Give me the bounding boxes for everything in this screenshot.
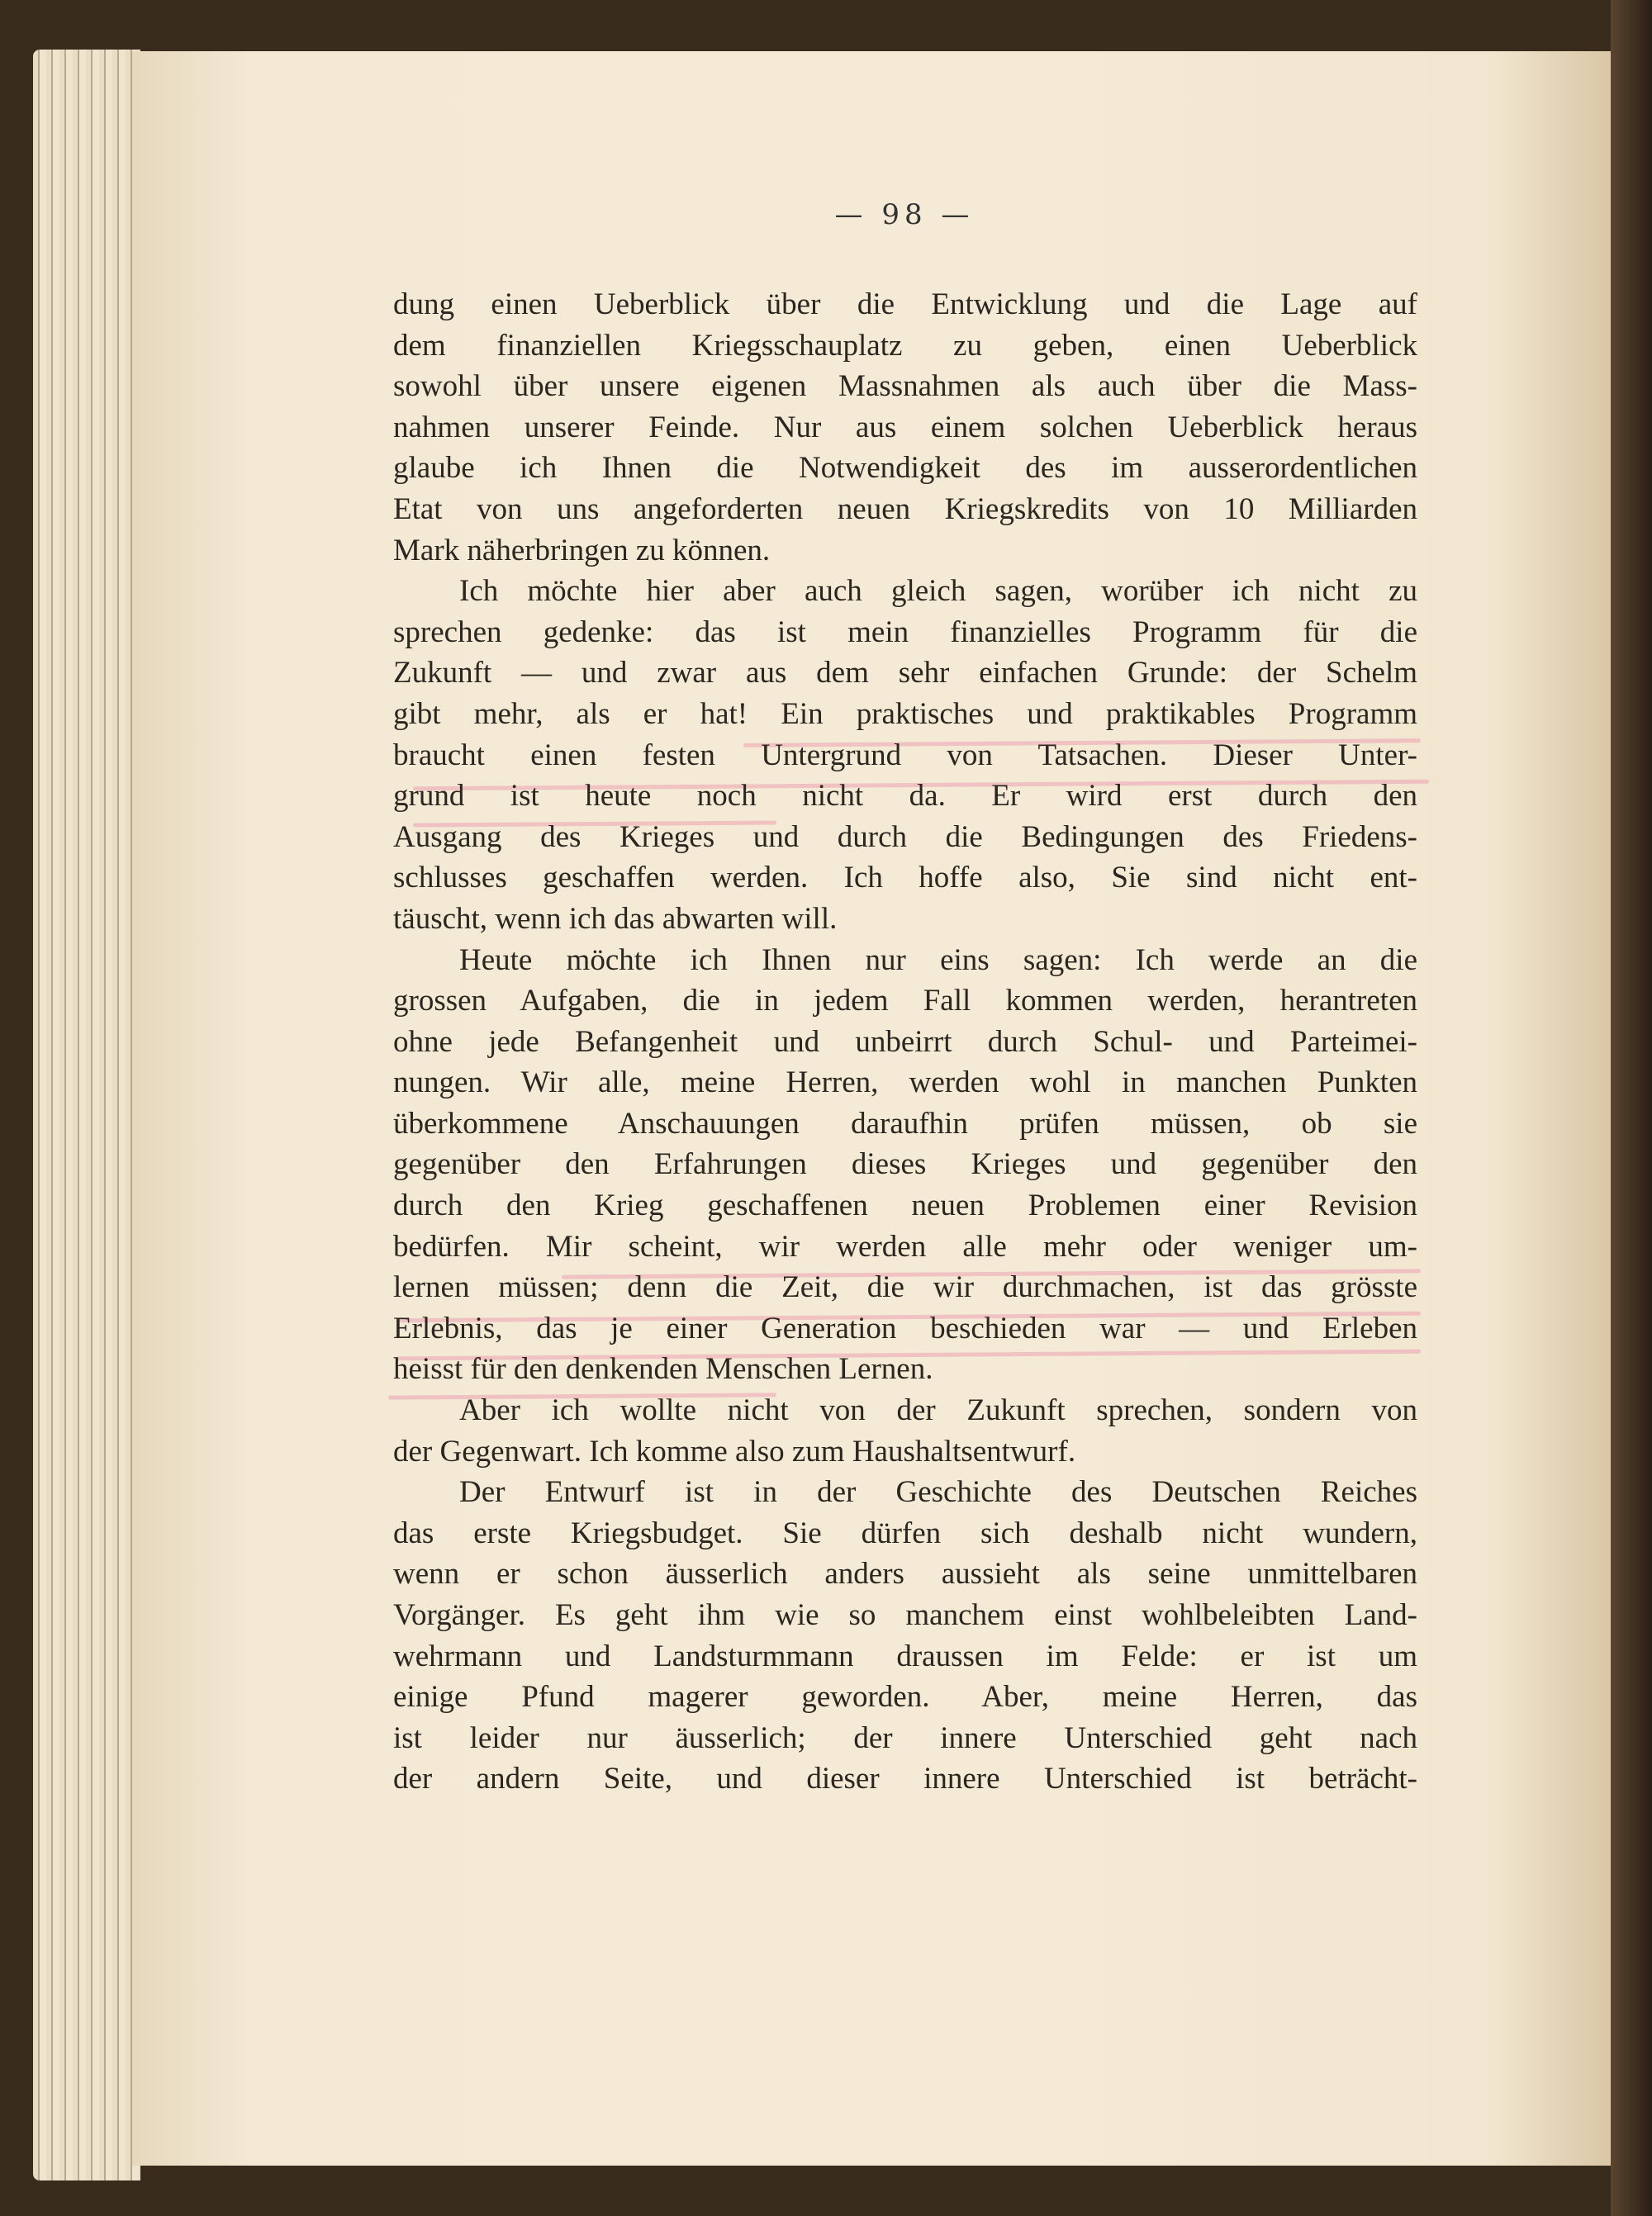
text-line: durch den Krieg geschaffenen neuen Problemen einer Revision	[393, 1189, 1417, 1223]
text-line: grossen Aufgaben, die in jedem Fall kommen werden, herantreten	[393, 984, 1417, 1018]
text-line: wehrmann und Landsturmmann draussen im Felde: er ist um	[393, 1639, 1417, 1673]
text-line: dem finanziellen Kriegsschauplatz zu geben, einen Ueberblick	[393, 328, 1417, 363]
text-line: Mark näherbringen zu können.	[393, 533, 771, 567]
text-line: Vorgänger. Es geht ihm wie so manchem einst wohlbeleibten Land-	[393, 1598, 1417, 1632]
text-line: Etat von uns angeforderten neuen Kriegskredits von 10 Milliarden	[393, 491, 1417, 526]
text-line: Heute möchte ich Ihnen nur eins sagen: Ich werde an die	[459, 942, 1417, 977]
text-line: ohne jede Befangenheit und unbeirrt durch Schul- und Parteimei-	[393, 1024, 1417, 1059]
text-line: Ich möchte hier aber auch gleich sagen, worüber ich nicht zu	[459, 574, 1417, 609]
text-line: heisst für den denkenden Menschen Lernen.	[393, 1352, 933, 1387]
text-line: lernen müssen; denn die Zeit, die wir durchmachen, ist das grösste	[393, 1270, 1417, 1305]
paragraph	[393, 940, 1417, 1391]
text-line: nungen. Wir alle, meine Herren, werden wohl in manchen Punkten	[393, 1065, 1417, 1100]
text-line: gegenüber den Erfahrungen dieses Krieges und gegenüber den	[393, 1147, 1417, 1182]
page-stack-edges	[33, 50, 140, 2180]
text-line: sprechen gedenke: das ist mein finanzielles Programm für die	[393, 615, 1417, 649]
text-line: Erlebnis, das je einer Generation beschieden war — und Erleben	[393, 1311, 1417, 1345]
text-line: Der Entwurf ist in der Geschichte des Deutschen Reiches	[459, 1475, 1417, 1510]
text-line: Aber ich wollte nicht von der Zukunft sprechen, sondern von	[459, 1393, 1417, 1428]
text-line: das erste Kriegsbudget. Sie dürfen sich deshalb nicht wundern,	[393, 1516, 1417, 1550]
text-line: der andern Seite, und dieser innere Unterschied ist beträcht-	[393, 1762, 1417, 1796]
paragraph	[393, 1390, 1417, 1472]
text-line: wenn er schon äusserlich anders aussieht als seine unmittelbaren	[393, 1557, 1417, 1592]
paragraph	[393, 284, 1417, 571]
text-line: täuscht, wenn ich das abwarten will.	[393, 901, 838, 936]
text-line: ist leider nur äusserlich; der innere Unterschied geht nach	[393, 1720, 1417, 1755]
book-spine-edge	[1611, 0, 1652, 2216]
text-line: dung einen Ueberblick über die Entwicklung und die Lage auf	[393, 287, 1417, 321]
text-line: sowohl über unsere eigenen Massnahmen als auch über die Mass-	[393, 369, 1417, 404]
text-line: Zukunft — und zwar aus dem sehr einfachen Grunde: der Schelm	[393, 656, 1417, 690]
text-line: grund ist heute noch nicht da. Er wird erst durch den	[393, 779, 1417, 814]
paragraph	[393, 1472, 1417, 1800]
text-line: braucht einen festen Untergrund von Tatsachen. Dieser Unter-	[393, 738, 1417, 772]
text-line: bedürfen. Mir scheint, wir werden alle mehr oder weniger um-	[393, 1229, 1417, 1264]
text-line: glaube ich Ihnen die Notwendigkeit des im ausserordentlichen	[393, 451, 1417, 486]
text-line: einige Pfund magerer geworden. Aber, meine Herren, das	[393, 1680, 1417, 1715]
paragraph	[393, 571, 1417, 939]
text-line: gibt mehr, als er hat! Ein praktisches und praktikables Programm	[393, 696, 1417, 731]
text-line: schlusses geschaffen werden. Ich hoffe also, Sie sind nicht ent-	[393, 861, 1417, 895]
body-text	[393, 284, 1417, 1800]
text-line: überkommene Anschauungen daraufhin prüfen müssen, ob sie	[393, 1106, 1417, 1141]
text-line: der Gegenwart. Ich komme also zum Haushaltsentwurf.	[393, 1434, 1076, 1469]
text-line: Ausgang des Krieges und durch die Bedingungen des Friedens-	[393, 819, 1417, 854]
page-number: — 98 —	[834, 198, 975, 231]
text-line: nahmen unserer Feinde. Nur aus einem solchen Ueberblick heraus	[393, 410, 1417, 444]
